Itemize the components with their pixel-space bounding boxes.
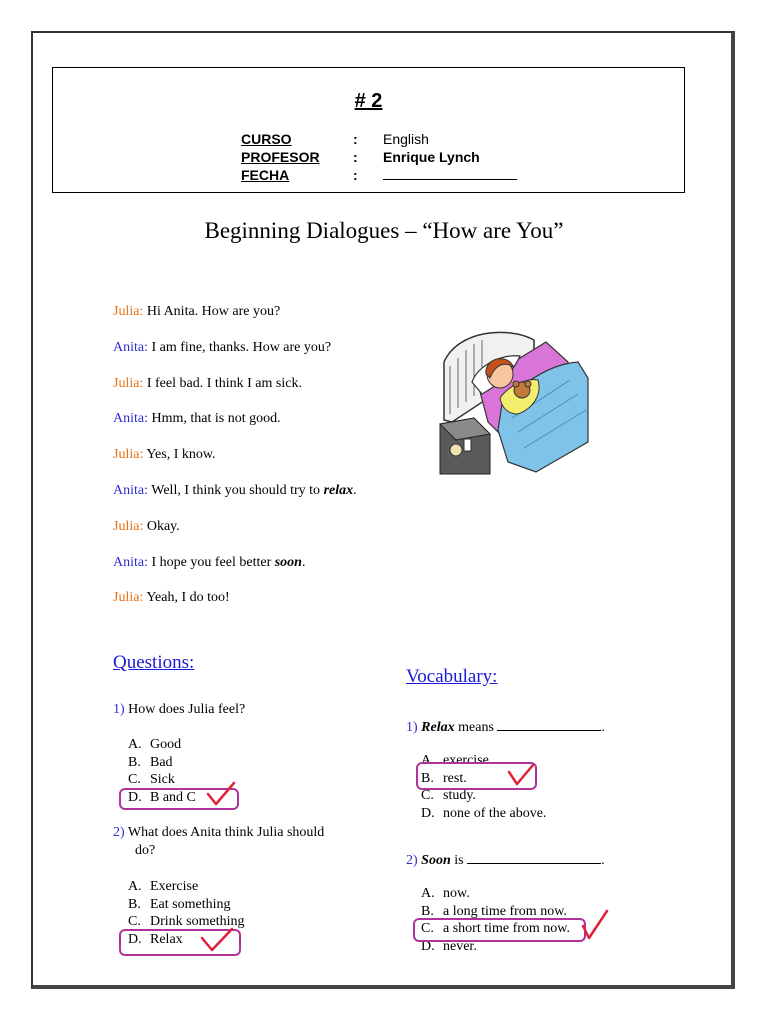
vocab-prompt: 1) Relax means . [406,720,605,735]
meta-label: FECHA [241,167,290,183]
meta-value-teacher: Enrique Lynch [383,149,480,165]
speaker-name: Anita: [113,554,148,570]
option-b: B. a long time from now. [421,903,567,919]
meta-row-curso [241,130,523,148]
emphasized-word: soon [274,554,302,570]
meta-label: CURSO [241,131,292,147]
speaker-name: Julia: [113,304,144,319]
dialogue [113,304,357,626]
dialogue-line [113,376,357,412]
vocabulary-heading: Vocabulary: [406,666,498,687]
check-mark-icon [205,780,237,808]
meta-colon: : [353,167,358,183]
document-number: # 2 [354,90,383,112]
meta-row-fecha [241,166,523,184]
dialogue-line [113,555,357,591]
option-d: D. never. [421,938,477,954]
header-meta [241,130,523,184]
speaker-name: Julia: [113,518,144,534]
meta-value-course: English [383,131,429,147]
answer-circle [413,918,586,942]
date-blank-line [383,167,517,180]
dialogue-text: Yes, I know. [143,447,216,463]
dialogue-text-end: . [353,482,357,498]
speaker-name: Anita: [113,482,148,498]
dialogue-text: Yeah, I do too! [143,590,230,606]
meta-colon: : [353,131,358,147]
option-c: C. a short time from now. [421,921,571,936]
option-c: C. Sick [128,772,175,787]
page-title: Beginning Dialogues – “How are You” [204,218,564,243]
option-c: C. Drink something [128,914,245,929]
speaker-name: Anita: [113,411,148,427]
questions-heading: Questions: [113,652,195,673]
speaker-name: Julia: [113,590,144,606]
dialogue-line [113,340,357,376]
dialogue-line [113,519,357,555]
option-d: D. Relax [128,931,183,947]
option-b: B. Bad [128,754,173,770]
meta-label: PROFESOR [241,149,320,165]
header-box [52,67,685,193]
dialogue-text: Hi Anita. How are you? [143,304,281,319]
dialogue-text: I hope you feel better [148,554,275,570]
question-prompt: 2) What does Anita think Julia should [113,825,325,840]
answer-blank-line [497,718,601,731]
check-mark-icon [199,926,235,954]
dialogue-text: I feel bad. I think I am sick. [143,375,302,391]
dialogue-text-end: . [301,554,306,570]
dialogue-text: Okay. [143,518,180,534]
emphasized-word: relax [323,482,354,498]
option-a: A. exercise. [421,753,493,768]
option-b: B. Eat something [128,896,231,912]
dialogue-line [113,590,357,626]
sick-girl-in-bed-illustration [438,322,590,478]
check-mark-icon [580,908,610,942]
meta-colon: : [353,149,358,165]
speaker-name: Anita: [113,339,148,355]
question-prompt: 1) How does Julia feel? [113,702,246,717]
question-prompt-cont: do? [135,843,156,858]
option-d: D. B and C [128,789,196,805]
vocab-prompt: 2) Soon is . [406,853,605,868]
dialogue-line [113,483,357,519]
dialogue-line [113,411,357,447]
option-a: A. Good [128,737,182,752]
check-mark-icon [506,762,536,788]
speaker-name: Julia: [113,375,144,391]
option-a: A. now. [421,886,470,901]
dialogue-text: I am fine, thanks. How are you? [148,339,332,355]
meta-value-date [383,166,523,184]
option-a: A. Exercise [128,879,199,894]
speaker-name: Julia: [113,447,144,463]
option-d: D. none of the above. [421,805,547,821]
option-c: C. study. [421,788,476,803]
meta-row-profesor [241,148,523,166]
dialogue-text: Well, I think you should try to [148,482,324,498]
dialogue-text: Hmm, that is not good. [148,411,281,427]
option-b: B. rest. [421,770,467,786]
answer-blank-line [467,851,601,864]
dialogue-line [113,447,357,483]
dialogue-line [113,304,357,340]
